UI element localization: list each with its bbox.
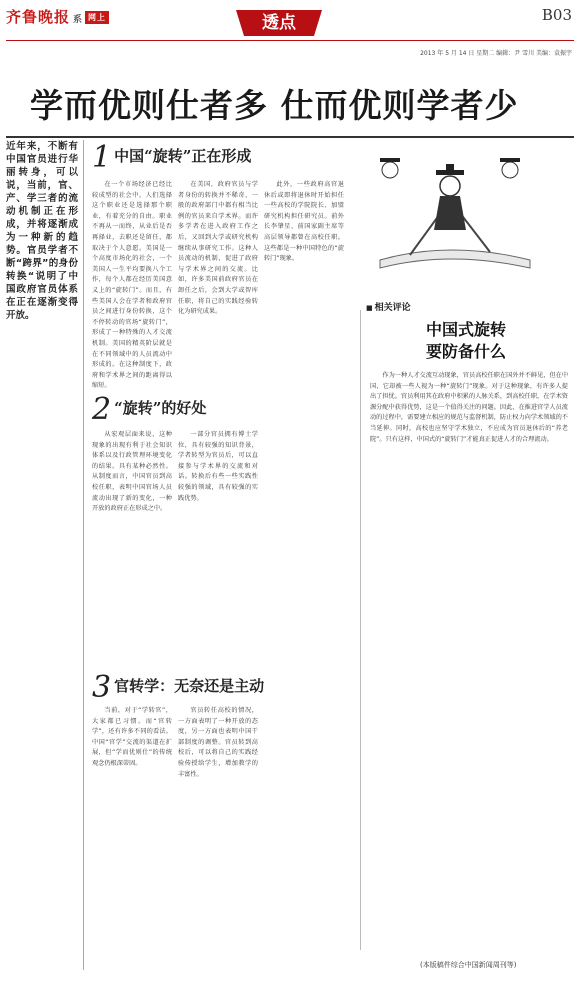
section-2-col-a: 从宏观层面来说，这种现象的出现有利于社会知识体系以及行政管理环境变化的结果。具有某种必然性。从制度而言，中国官员到高校任职，表明中国官场人员流动出现了新的变化，一种开放的政府正在形成之中。 [92,431,172,513]
comment-body: 作为一种人才交流互动现象，官员高校任职在国外并不鲜见，但在中国，它却被一些人视为一种“旋转门”现象。对于这种现象，有许多人提出了担忧。官员利用其在政府中积累的人脉关系，到高校任职，在学术资源分配中获得优势，这是一个值得关注的问题。因此，在推进官学人员流动的过程中，需要建立相应的规范与监督机制，防止权力向学术领域的不当延伸。同时，高校也应坚守学术独立，不应成为官员退休后的“养老院”。只有这样，中国式的“旋转门”才能真正促进人才的合理流动。 [370,372,569,443]
section-3-heading [92,670,264,705]
masthead [6,6,109,27]
section-1-heading [92,140,251,175]
section-3-title: 官转学：无奈还是主动 [114,677,265,695]
section-3-col-b: 官员转任高校的情况，一方面表明了一种开放的态度，另一方面也表明中国干部制度的调整。官员转到高校后，可以将自己的实践经验传授给学生，增加教学的丰富性。 [178,707,258,778]
section-tab: 透点 [244,10,314,36]
masthead-suffix: 系 [73,15,84,25]
section-1-col-a: 在一个市场经济已经比较成型的社会中，人们选择这个职业还是选择那个职业，有着充分的自由。职业不再从一而终，从业后是否再择业，去职还是留任，都取决于个人意愿。美国是一个高度市场化的社会，一个美国人一生平均要换八个工作，每个人都在经历美国意义上的“旋转门”。而且，有些美国人会在学者和政府官员之间进行身份转换，这个不停转动的官场“旋转门”，形成了一种特殊的人才交流机制。美国的精英阶层就是在不同领域中的人员流动中形成的。在这种制度下，政府和学术界之间的距离得以缩短。 [92,181,172,390]
comment-title-line-1: 中国式旋转 [425,320,506,339]
comment-title [360,319,572,363]
cartoon-illustration [350,140,550,280]
comment-column [360,300,572,975]
section-2-heading [92,392,206,427]
source-credit: (本版稿件综合中国新闻周刊等) [420,961,517,969]
masthead-badge: 网上 [85,11,109,24]
section-2-title: “旋转”的好处 [114,399,207,417]
comment-title-line-2: 要防备什么 [425,342,506,361]
section-2-number: 2 [92,392,112,427]
comment-tag: ■ 相关评论 [360,300,572,313]
section-3-col-a: 当前，对于“学转官”，大家都已习惯。而“官转学”，还有许多不同的看法。中国“官学”交流的渠道在扩展，但“学而优则仕”的传统观念仍根深蒂固。 [92,707,172,767]
section-1-col-c: 此外，一些政府高官退休后或即将退休时开始担任一些高校的学院院长、加盟研究机构担任研究员。前外长李肇星、前国家副主席等高层领导都曾在高校任职。这些都是一种中国特色的“旋转门”现象。 [264,181,344,263]
section-1-number: 1 [92,140,112,175]
column-divider [83,140,84,970]
page-number: B03 [541,6,572,24]
lead-paragraph: 近年来，不断有中国官员进行华丽转身，可以说，当前，官、产、学三者的流动机制正在形成，并将逐渐成为一种新的趋势。官员学者不断“跨界”的身份转换“说明了中国政府官员体系在正在逐渐变得开放。 [6,141,78,321]
masthead-name: 齐鲁晚报 [6,8,71,26]
section-1-col-b: 在美国，政府官员与学者身份的转换并不稀奇，一般的政府部门中都有相当比例的官员来自学术界。而许多学者在进入政府工作之后，又回到大学或研究机构继续从事研究工作。这种人员流动的机制，促进了政府与学术界之间的交流。比如，许多美国前政府官员在卸任之后，会到大学或智库任职，将自己的实践经验转化为研究成果。 [178,181,258,316]
headline-rule [6,136,574,138]
headline: 学而优则仕者多 仕而优则学者少 [30,86,519,125]
section-1-title: 中国“旋转”正在形成 [114,147,252,165]
section-3-number: 3 [92,670,112,705]
section-2-col-b: 一部分官员拥有博士学位，具有较强的知识背景，学者转型为官员后，可以直接参与学术界的交流和对话。转换后有些一些实践性较强的领域，具有较强的实践优势。 [178,431,258,502]
top-rule [6,40,574,41]
dateline: 2013 年 5 月 14 日 星期二 编辑：尹 雪川 美编：袁振宇 [420,50,572,57]
